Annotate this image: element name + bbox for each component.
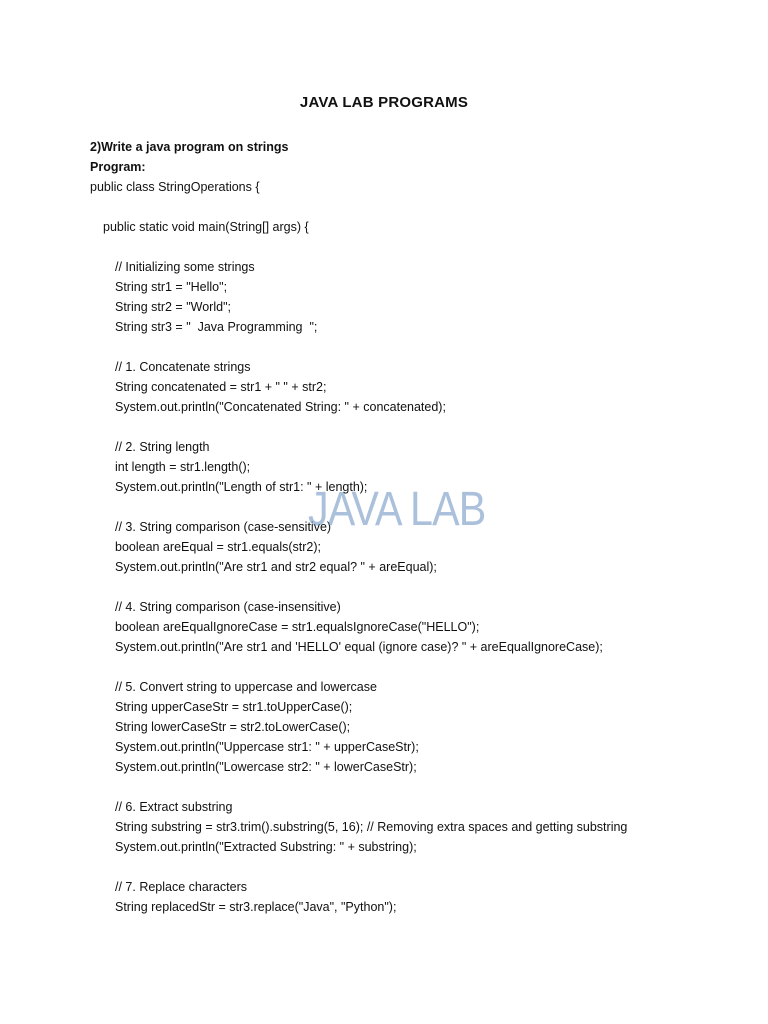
blank-line (90, 417, 750, 437)
code-line: boolean areEqualIgnoreCase = str1.equalsIgnoreCase("HELLO"); (115, 620, 480, 634)
blank-line (90, 657, 750, 677)
code-line: int length = str1.length(); (115, 460, 251, 474)
code-line: System.out.println("Concatenated String: " + concatenated); (115, 400, 446, 414)
code-line: String str2 = "World"; (115, 300, 231, 314)
code-line: System.out.println("Length of str1: " + length); (115, 480, 368, 494)
document-body (90, 137, 750, 917)
program-label: Program: (90, 160, 146, 174)
code-comment: // Initializing some strings (115, 260, 255, 274)
code-comment: // 6. Extract substring (115, 800, 233, 814)
code-line: String replacedStr = str3.replace("Java", "Python"); (115, 900, 397, 914)
code-line: String upperCaseStr = str1.toUpperCase(); (115, 700, 353, 714)
code-comment: // 7. Replace characters (115, 880, 248, 894)
blank-line (90, 857, 750, 877)
blank-line (90, 777, 750, 797)
blank-line (90, 497, 750, 517)
page-title: JAVA LAB PROGRAMS (299, 94, 469, 111)
code-comment: // 4. String comparison (case-insensitive) (115, 600, 341, 614)
watermark: JAVA LAB (308, 483, 486, 536)
code-line: System.out.println("Are str1 and str2 equal? " + areEqual); (115, 560, 437, 574)
blank-line (90, 577, 750, 597)
code-comment: // 1. Concatenate strings (115, 360, 251, 374)
code-comment: // 3. String comparison (case-sensitive) (115, 520, 332, 534)
code-line: String str3 = " Java Programming "; (115, 320, 318, 334)
code-line: String lowerCaseStr = str2.toLowerCase(); (115, 720, 351, 734)
code-line: public static void main(String[] args) { (103, 220, 309, 234)
code-comment: // 2. String length (115, 440, 210, 454)
code-line: public class StringOperations { (90, 180, 260, 194)
blank-line (90, 237, 750, 257)
code-line: System.out.println("Lowercase str2: " + lowerCaseStr); (115, 760, 417, 774)
code-line: System.out.println("Are str1 and 'HELLO' equal (ignore case)? " + areEqualIgnoreCase); (115, 640, 603, 654)
code-line: String substring = str3.trim().substring(5, 16); // Removing extra spaces and getting substring (115, 820, 628, 834)
blank-line (90, 337, 750, 357)
code-line: boolean areEqual = str1.equals(str2); (115, 540, 322, 554)
blank-line (90, 197, 750, 217)
code-line: String concatenated = str1 + " " + str2; (115, 380, 327, 394)
question-heading: 2)Write a java program on strings (90, 140, 289, 154)
code-line: System.out.println("Extracted Substring: " + substring); (115, 840, 417, 854)
code-comment: // 5. Convert string to uppercase and lowercase (115, 680, 377, 694)
code-line: String str1 = "Hello"; (115, 280, 228, 294)
code-line: System.out.println("Uppercase str1: " + upperCaseStr); (115, 740, 419, 754)
